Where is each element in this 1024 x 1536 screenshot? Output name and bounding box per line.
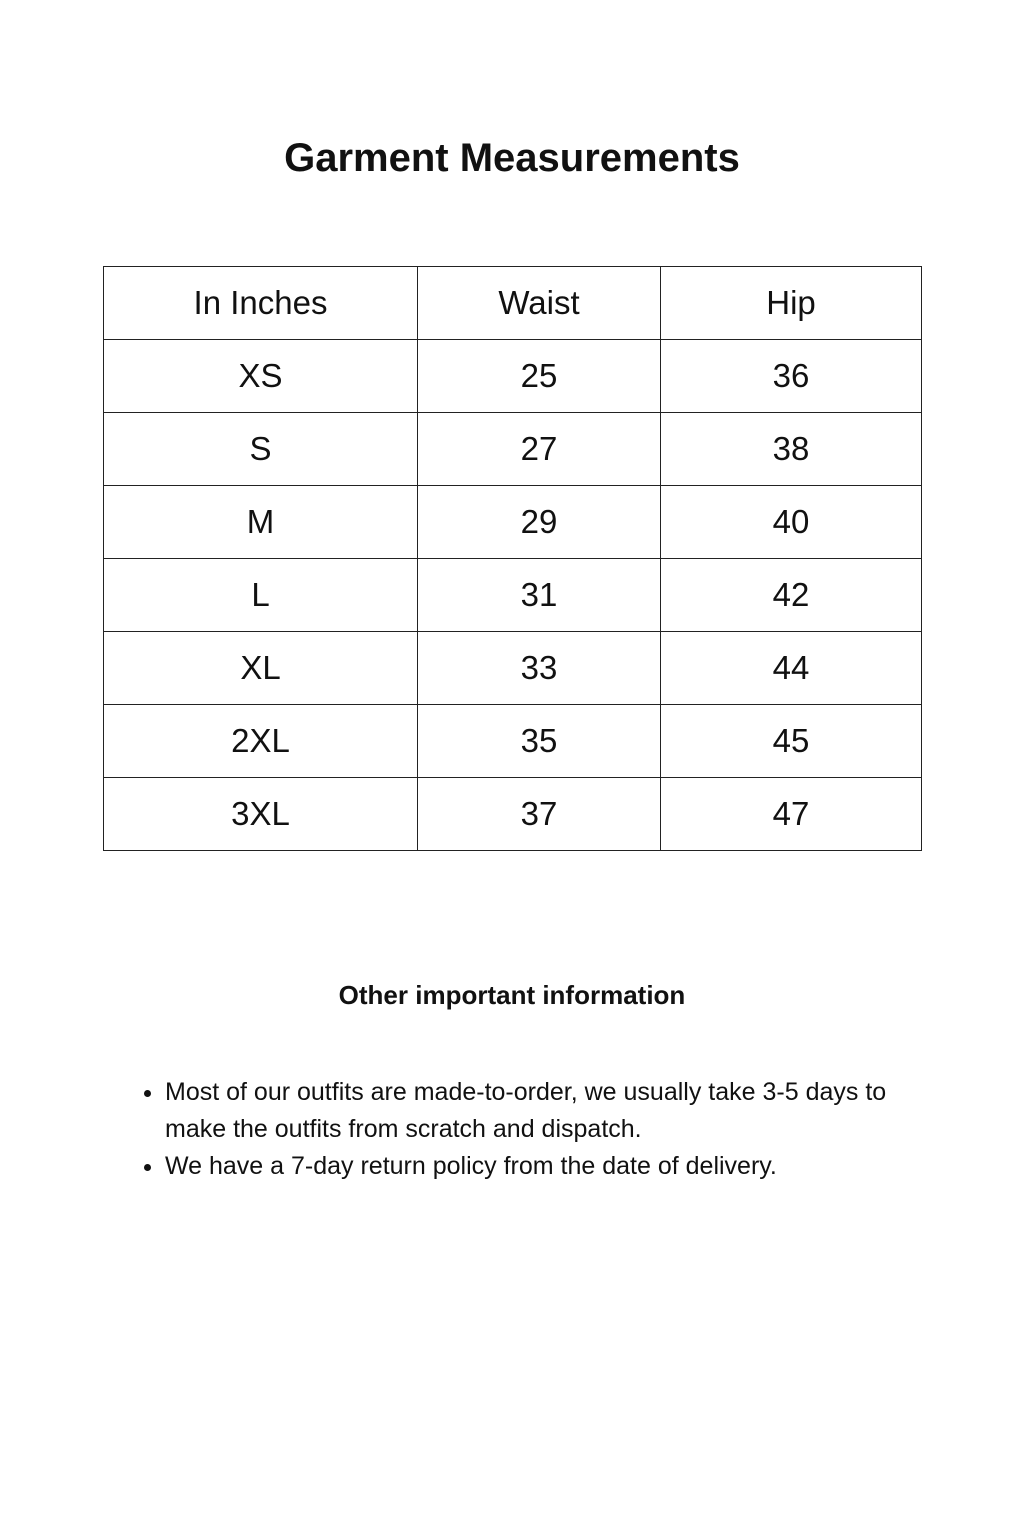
table-header-row (104, 267, 922, 340)
table-row (104, 778, 922, 851)
waist-cell: 35 (418, 705, 661, 778)
column-header-size: In Inches (104, 267, 418, 340)
size-cell: L (104, 559, 418, 632)
info-item-return-policy: • We have a 7-day return policy from the date of delivery. (165, 1148, 945, 1185)
column-header-hip: Hip (661, 267, 922, 340)
table-row (104, 413, 922, 486)
hip-cell: 47 (661, 778, 922, 851)
waist-cell: 37 (418, 778, 661, 851)
info-list (140, 1074, 945, 1185)
measurements-table (103, 266, 922, 851)
hip-cell: 36 (661, 340, 922, 413)
size-cell: XS (104, 340, 418, 413)
waist-cell: 27 (418, 413, 661, 486)
info-item-made-to-order: • Most of our outfits are made-to-order, we usually take 3-5 days to make the outfits from scratch and dispatch. (165, 1074, 945, 1148)
column-header-waist: Waist (418, 267, 661, 340)
waist-cell: 33 (418, 632, 661, 705)
waist-cell: 29 (418, 486, 661, 559)
hip-cell: 44 (661, 632, 922, 705)
size-cell: XL (104, 632, 418, 705)
info-heading: Other important information (338, 980, 686, 1010)
waist-cell: 31 (418, 559, 661, 632)
waist-cell: 25 (418, 340, 661, 413)
table-row (104, 559, 922, 632)
size-cell: S (104, 413, 418, 486)
hip-cell: 45 (661, 705, 922, 778)
table-row (104, 486, 922, 559)
page-title: Garment Measurements (284, 136, 740, 180)
table-row (104, 340, 922, 413)
size-cell: 2XL (104, 705, 418, 778)
hip-cell: 38 (661, 413, 922, 486)
table-row (104, 632, 922, 705)
hip-cell: 42 (661, 559, 922, 632)
size-cell: 3XL (104, 778, 418, 851)
table-row (104, 705, 922, 778)
hip-cell: 40 (661, 486, 922, 559)
size-cell: M (104, 486, 418, 559)
